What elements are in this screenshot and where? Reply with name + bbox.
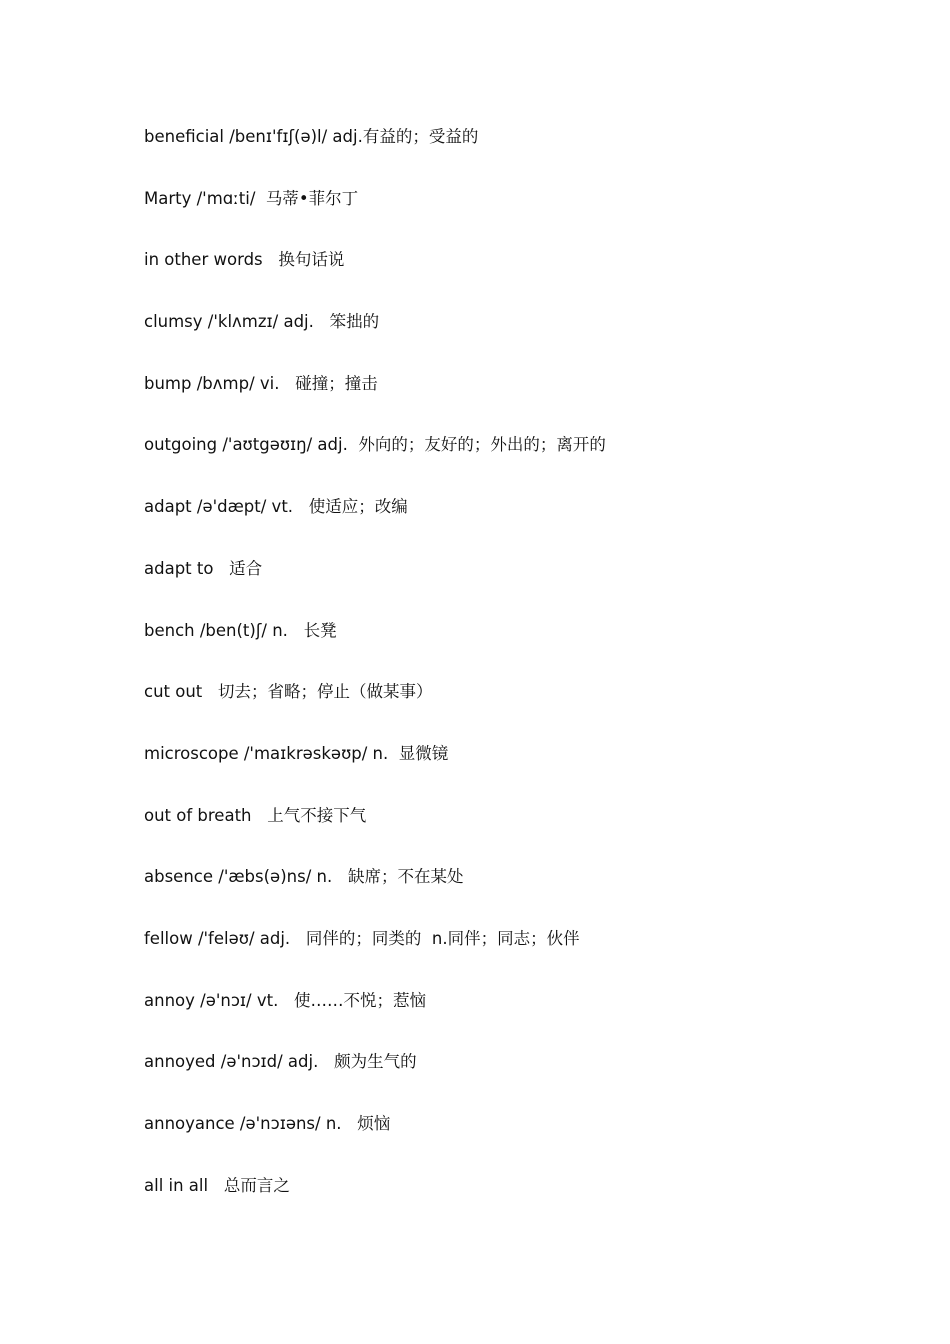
vocab-entry: Marty /'mɑːti/ 马蒂•菲尔丁 [144,188,359,208]
vocab-entry: absence /'æbs(ə)ns/ n. 缺席；不在某处 [144,867,464,887]
vocab-entry: annoyed /ə'nɔɪd/ adj. 颇为生气的 [144,1052,417,1072]
vocab-entry: fellow /'feləʊ/ adj. 同伴的；同类的 n.同伴；同志；伙伴 [144,928,580,948]
vocab-entry: beneficial /benɪ'fɪʃ(ə)l/ adj.有益的；受益的 [144,127,479,146]
vocab-entry: clumsy /'klʌmzɪ/ adj. 笨拙的 [144,312,380,332]
vocab-entry: in other words 换句话说 [144,250,345,270]
vocab-entry: annoyance /ə'nɔɪəns/ n. 烦恼 [144,1114,391,1133]
vocab-entry: outgoing /'aʊtgəʊɪŋ/ adj. 外向的；友好的；外出的；离开的 [144,435,606,455]
vocab-entry: microscope /'maɪkrəskəʊp/ n. 显微镜 [144,743,449,763]
vocab-entry: out of breath 上气不接下气 [144,805,367,825]
vocab-entry: adapt to 适合 [144,558,263,578]
vocab-entry: annoy /ə'nɔɪ/ vt. 使……不悦；惹恼 [144,990,427,1010]
vocab-entry: bench /ben(t)ʃ/ n. 长凳 [144,620,337,640]
vocab-entry: adapt /ə'dæpt/ vt. 使适应；改编 [144,497,408,517]
vocab-entry: cut out 切去；省略；停止（做某事） [144,682,433,702]
vocabulary-list [144,124,904,1234]
vocab-entry: bump /bʌmp/ vi. 碰撞；撞击 [144,373,378,393]
vocab-entry: all in all 总而言之 [144,1175,290,1195]
